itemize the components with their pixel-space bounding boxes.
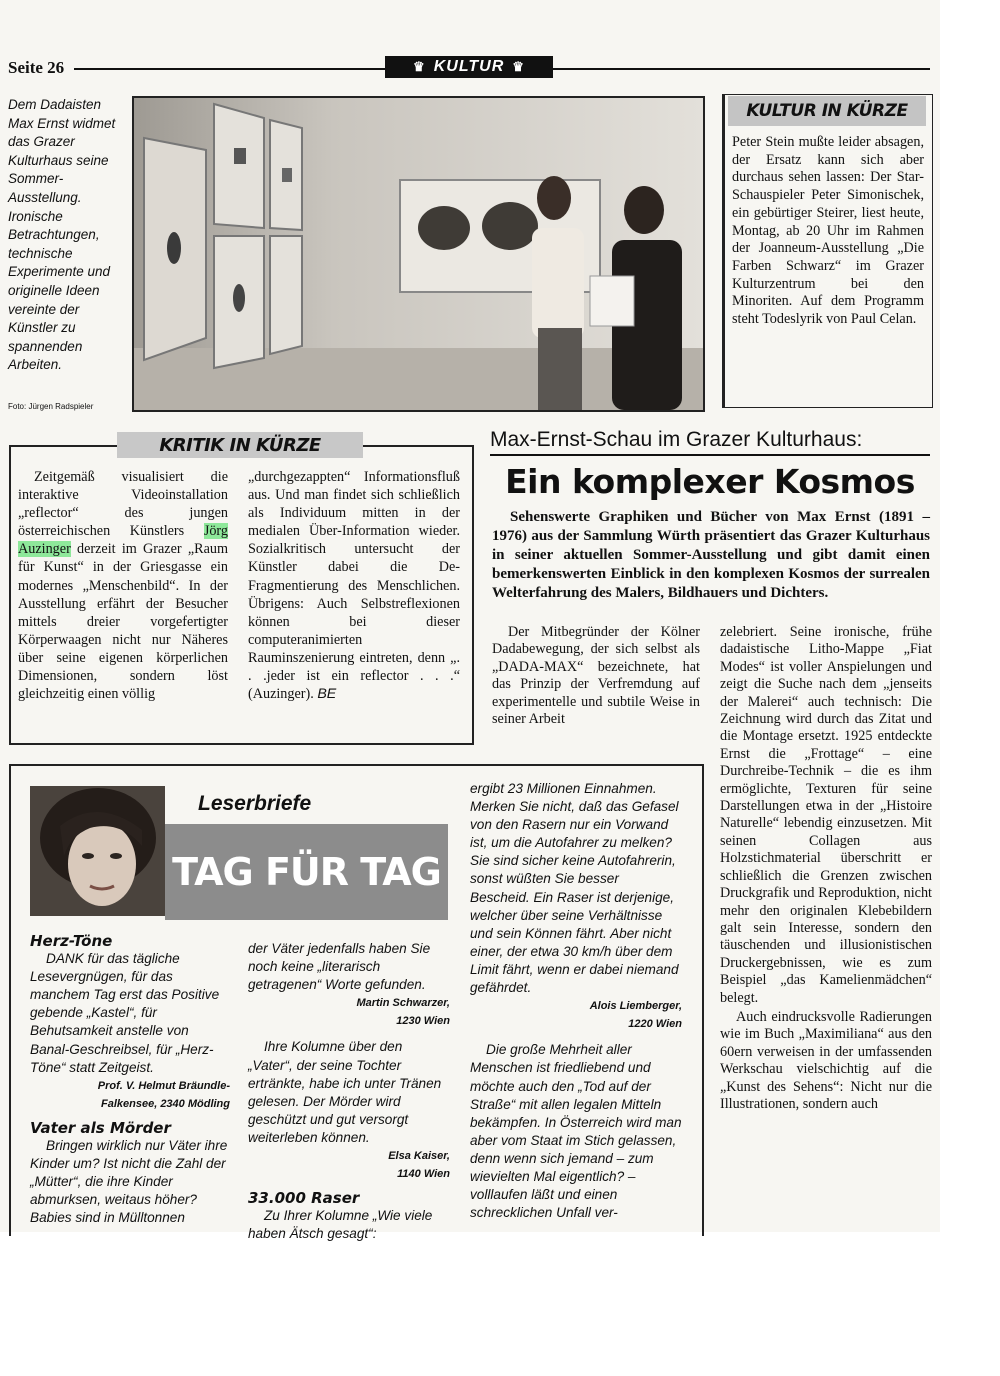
leserbriefe-title: Leserbriefe: [198, 792, 312, 815]
letters-column-2: [248, 940, 450, 1244]
columnist-portrait: [30, 786, 165, 916]
letter-signature: 1230 Wien: [396, 1015, 450, 1028]
page-number: Seite 26: [8, 58, 65, 77]
letters-column-1: [30, 932, 230, 1228]
kicker-rule: [490, 454, 930, 456]
article-column-1: Der Mitbegründer der Kölner Dadabewegung, der sich selbst als „DADA-MAX“ bezeichnete, hat das Prinzip der Verfremdung auf experimentelle und subtile Weise in seiner Arbeit: [492, 624, 700, 728]
letter-text: DANK für das tägliche Lesevergnügen, für das manchem Tag erst das Positive gebende „Kastel“, für Behutsamkeit anstelle von Banal-Geschreibsel, für „Herz-Töne“ statt Zeitgeist.: [30, 951, 220, 1075]
letter-heading: 33.000 Raser: [248, 1189, 360, 1208]
letter-text: Ihre Kolumne über den „Vater“, der seine Tochter ertränkte, habe ich unter Tränen gelesen. Der Mörder wird geschützt und gut versorgt weiterleben können.: [248, 1039, 442, 1145]
letter-heading: Herz-Töne: [30, 932, 113, 950]
letter-heading: Vater als Mörder: [30, 1118, 171, 1137]
kritik-text-part: Zeitgemäß visualisiert die interaktive Videoinstallation „reflector“ des jungen österreichischen Künstlers: [18, 469, 228, 540]
article-lead: Sehenswerte Graphiken und Bücher von Max Ernst (1891 – 1976) aus der Sammlung Würth präsentiert das Grazer Kulturhaus in seiner aktuellen Sommer-Ausstellung und gibt damit einen bemerkenswerten Einblick in den komplexen Kosmos der surrealen Welterfahrung des Malers, Bildhauers und Dichters.: [492, 509, 930, 601]
kritik-column-1: [18, 468, 228, 703]
letter-text: ergibt 23 Millionen Einnahmen. Merken Sie nicht, daß das Gefasel von den Rasern nur ein Vorwand ist, um die Autofahrer zu melken? Sie sind sicher keine Autofahrerin, sonst wüßten Sie besser Bescheid. Ein Raser ist derjenige, welcher über seine Verhältnisse und sein Können fährt. Aber nicht einer, der etwa 30 km/h über dem Limit fährt, wenn er dabei niemand gefährdet.: [470, 781, 679, 996]
kritik-column-2: [248, 468, 460, 703]
letter-signature: 1220 Wien: [628, 1018, 682, 1031]
letter-text: Zu Ihrer Kolumne „Wie viele haben Ätsch gesagt“:: [248, 1208, 433, 1242]
crown-icon: ♛: [512, 59, 525, 74]
highlighted-name: Jörg Auzinger: [18, 523, 228, 558]
kultur-in-kuerze-text: Peter Stein mußte leider absagen, der Ersatz kann sich aber durchaus sehen lassen: Der Star-Schauspieler Peter Simonischek, ein gebürtiger Steirer, liest heute, Montag, ab 20 Uhr im Rahmen der Joanneum-Ausstellung „Die Farben Schwarz“ im Grazer Kulturzentrum bei den Minoriten. Auf dem Programm steht Todeslyrik von Paul Celan.: [732, 134, 924, 328]
letter-text: Die große Mehrheit aller Menschen ist friedliebend und möchte auch den „Tod auf der Straße“ mit allen legalen Mitteln bekämpfen. In Österreich wird man aber vom Staat im Stich gelassen, denn wenn sich jemand – zum wievielten Mal eigentlich? – volllaufen läßt und einen schrecklichen Unfall ver-: [470, 1042, 682, 1221]
photo-credit: Foto: Jürgen Radspieler: [8, 402, 94, 411]
letters-column-3: [470, 780, 682, 1222]
letter-text: der Väter jedenfalls haben Sie noch keine „literarisch getragenen“ Worte gefunden.: [248, 941, 431, 993]
exhibition-photo-image: [134, 98, 703, 410]
letter-signature: Elsa Kaiser,: [388, 1150, 450, 1163]
author-initials: BE: [317, 686, 337, 703]
letter-text: Bringen wirklich nur Väter ihre Kinder um? Ist nicht die Zahl der „Mütter“, die ihre Kinder abmurksen, weitaus höher? Babies sind in Mülltonnen: [30, 1138, 228, 1226]
section-banner: [385, 56, 553, 78]
letter-signature: 1140 Wien: [397, 1168, 450, 1181]
article-paragraph: zelebriert. Seine ironische, frühe dadaistische Litho-Mappe „Fiat Modes“ ist voller Anspielungen und zeigt die Suche nach dem „jenseits der Malerei“ auch technisch: Die Zeichnung wird durch das Zitat und die Montage ersetzt. 1925 entdeckte Ernst die „Frottage“ – eine Durchreibe-Technik – die es ihm ermöglichte, Texturen für seine Darstellungen etwa in der „Histoire Naturelle“ lebendig einzusetzen. Mit seinen Collagen aus Holzstichmaterial überschritt er schließlich die Grenzen zwischen Druckgrafik und Reproduktion, nicht mehr den originalen Klebebildern galt sein Interesse, sondern den täuschenden und illusionistischen Druckergebnissen, wie es zum Beispiel „das Kamelienmädchen“ belegt.: [720, 624, 932, 1006]
letter-signature: Falkensee, 2340 Mödling: [101, 1097, 230, 1110]
kritik-in-kuerze-title: KRITIK IN KÜRZE: [117, 432, 363, 458]
kritik-text-part: derzeit im Grazer „Raum für Kunst“ in der Griesgasse ein modernes „Menschenbild“. In der Ausstellung erfährt der Besucher mittels dreier vorgefertigter Körperwaagen nicht nur Näheres über seine eigenen körperlichen Dimensionen, sondern löst gleichzeitig einen völlig: [18, 541, 228, 703]
portrait-image: [30, 786, 165, 916]
letter-signature: Prof. V. Helmut Bräundle-: [97, 1079, 230, 1092]
column-banner: TAG FÜR TAG: [165, 824, 448, 920]
letter-signature: Alois Liemberger,: [589, 1000, 682, 1013]
exhibition-photo: [132, 96, 705, 412]
article-kicker: Max-Ernst-Schau im Grazer Kulturhaus:: [490, 428, 863, 451]
article-paragraph: Auch eindrucksvolle Radierungen wie im Buch „Maximiliana“ aus den 60ern verweisen in der umfassenden Werkschau vielschichtig auf die „Kunst des Sehens“: Nicht nur die Illustrationen, sondern auch: [720, 1008, 932, 1112]
article-headline: Ein komplexer Kosmos: [505, 462, 915, 501]
photo-caption: Dem Dadaisten Max Ernst widmet das Grazer Kulturhaus seine Sommer-Ausstellung. Ironische Betrachtungen, technische Experimente und originelle Ideen vereinte der Künstler zu spannenden Arbeiten.: [8, 97, 116, 373]
kultur-in-kuerze-title: KULTUR IN KÜRZE: [728, 96, 926, 126]
kritik-text-part: „durchgezappten“ Informationsfluß aus. Und man findet sich schließlich als Individuum mitten in der medialen Über-Information wieder. Sozialkritisch untersucht der Künstler dabei die De-Fragmentierung des Menschlichen. Übrigens: Auch Selbstreflexionen können bei dieser computeranimierten Rauminszenierung eintreten, denn „. . .jeder ist ein reflector . . .“ (Auzinger).: [248, 469, 460, 703]
section-title: KULTUR: [433, 58, 505, 75]
article-column-2: [720, 624, 932, 1113]
crown-icon: ♛: [413, 59, 426, 74]
letter-signature: Martin Schwarzer,: [356, 997, 450, 1010]
